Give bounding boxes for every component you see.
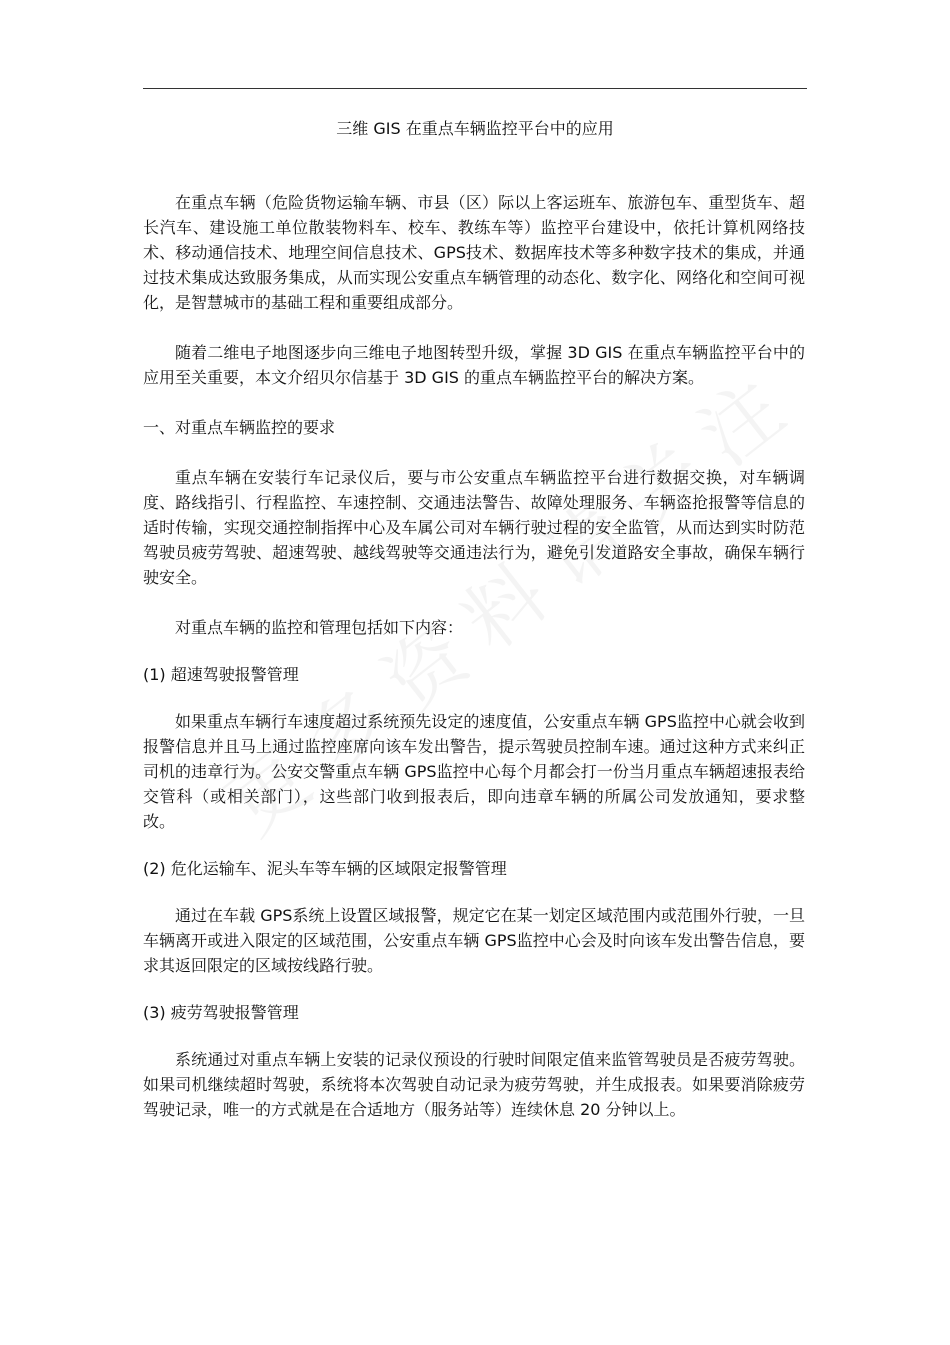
body-paragraph: 对重点车辆的监控和管理包括如下内容：: [175, 618, 464, 637]
body-paragraph: 系统通过对重点车辆上安装的记录仪预设的行驶时间限定值来监管驾驶员是否疲劳驾驶。如果司机继续超时驾驶，系统将本次驾驶自动记录为疲劳驾驶，并生成报表。如果要消除疲劳驾驶记录，唯一的方式就是在合适地方（服务站等）连续休息 20 分钟以上。: [143, 1050, 805, 1119]
header-rule: [143, 88, 807, 89]
body-paragraph: 如果重点车辆行车速度超过系统预先设定的速度值，公安重点车辆 GPS监控中心就会收到报警信息并且马上通过监控座席向该车发出警告，提示驾驶员控制车速。通过这种方式来纠正司机的违章行为。公安交警重点车辆 GPS监控中心每个月都会打一份当月重点车辆超速报表给交管科（或相关部门），这些部门收到报表后，即向违章车辆的所属公司发放通知，要求整改。: [143, 712, 805, 831]
subsection-heading: (1) 超速驾驶报警管理: [143, 665, 299, 684]
intro-paragraph: 在重点车辆（危险货物运输车辆、市县（区）际以上客运班车、旅游包车、重型货车、超长汽车、建设施工单位散装物料车、校车、教练车等）监控平台建设中，依托计算机网络技术、移动通信技术、地理空间信息技术、GPS技术、数据库技术等多种数字技术的集成，并通过技术集成达致服务集成，从而实现公安重点车辆管理的动态化、数字化、网络化和空间可视化，是智慧城市的基础工程和重要组成部分。: [143, 193, 805, 312]
body-paragraph: 通过在车载 GPS系统上设置区域报警，规定它在某一划定区域范围内或范围外行驶，一旦车辆离开或进入限定的区域范围，公安重点车辆 GPS监控中心会及时向该车发出警告信息，要求其返回限定的区域按线路行驶。: [143, 906, 805, 975]
document-body: [143, 190, 805, 1122]
subsection-heading: (3) 疲劳驾驶报警管理: [143, 1003, 299, 1022]
body-paragraph: 重点车辆在安装行车记录仪后，要与市公安重点车辆监控平台进行数据交换，对车辆调度、路线指引、行程监控、车速控制、交通违法警告、故障处理服务、车辆盗抢报警等信息的适时传输，实现交通控制指挥中心及车属公司对车辆行驶过程的安全监管，从而达到实时防范驾驶员疲劳驾驶、超速驾驶、越线驾驶等交通违法行为，避免引发道路安全事故，确保车辆行驶安全。: [143, 468, 805, 587]
section-heading: 一、对重点车辆监控的要求: [143, 418, 336, 437]
intro-paragraph-2: 随着二维电子地图逐步向三维电子地图转型升级，掌握 3D GIS 在重点车辆监控平台中的应用至关重要，本文介绍贝尔信基于 3D GIS 的重点车辆监控平台的解决方案。: [143, 343, 805, 387]
document-title: 三维 GIS 在重点车辆监控平台中的应用: [336, 119, 614, 138]
subsection-heading: (2) 危化运输车、泥头车等车辆的区域限定报警管理: [143, 859, 507, 878]
